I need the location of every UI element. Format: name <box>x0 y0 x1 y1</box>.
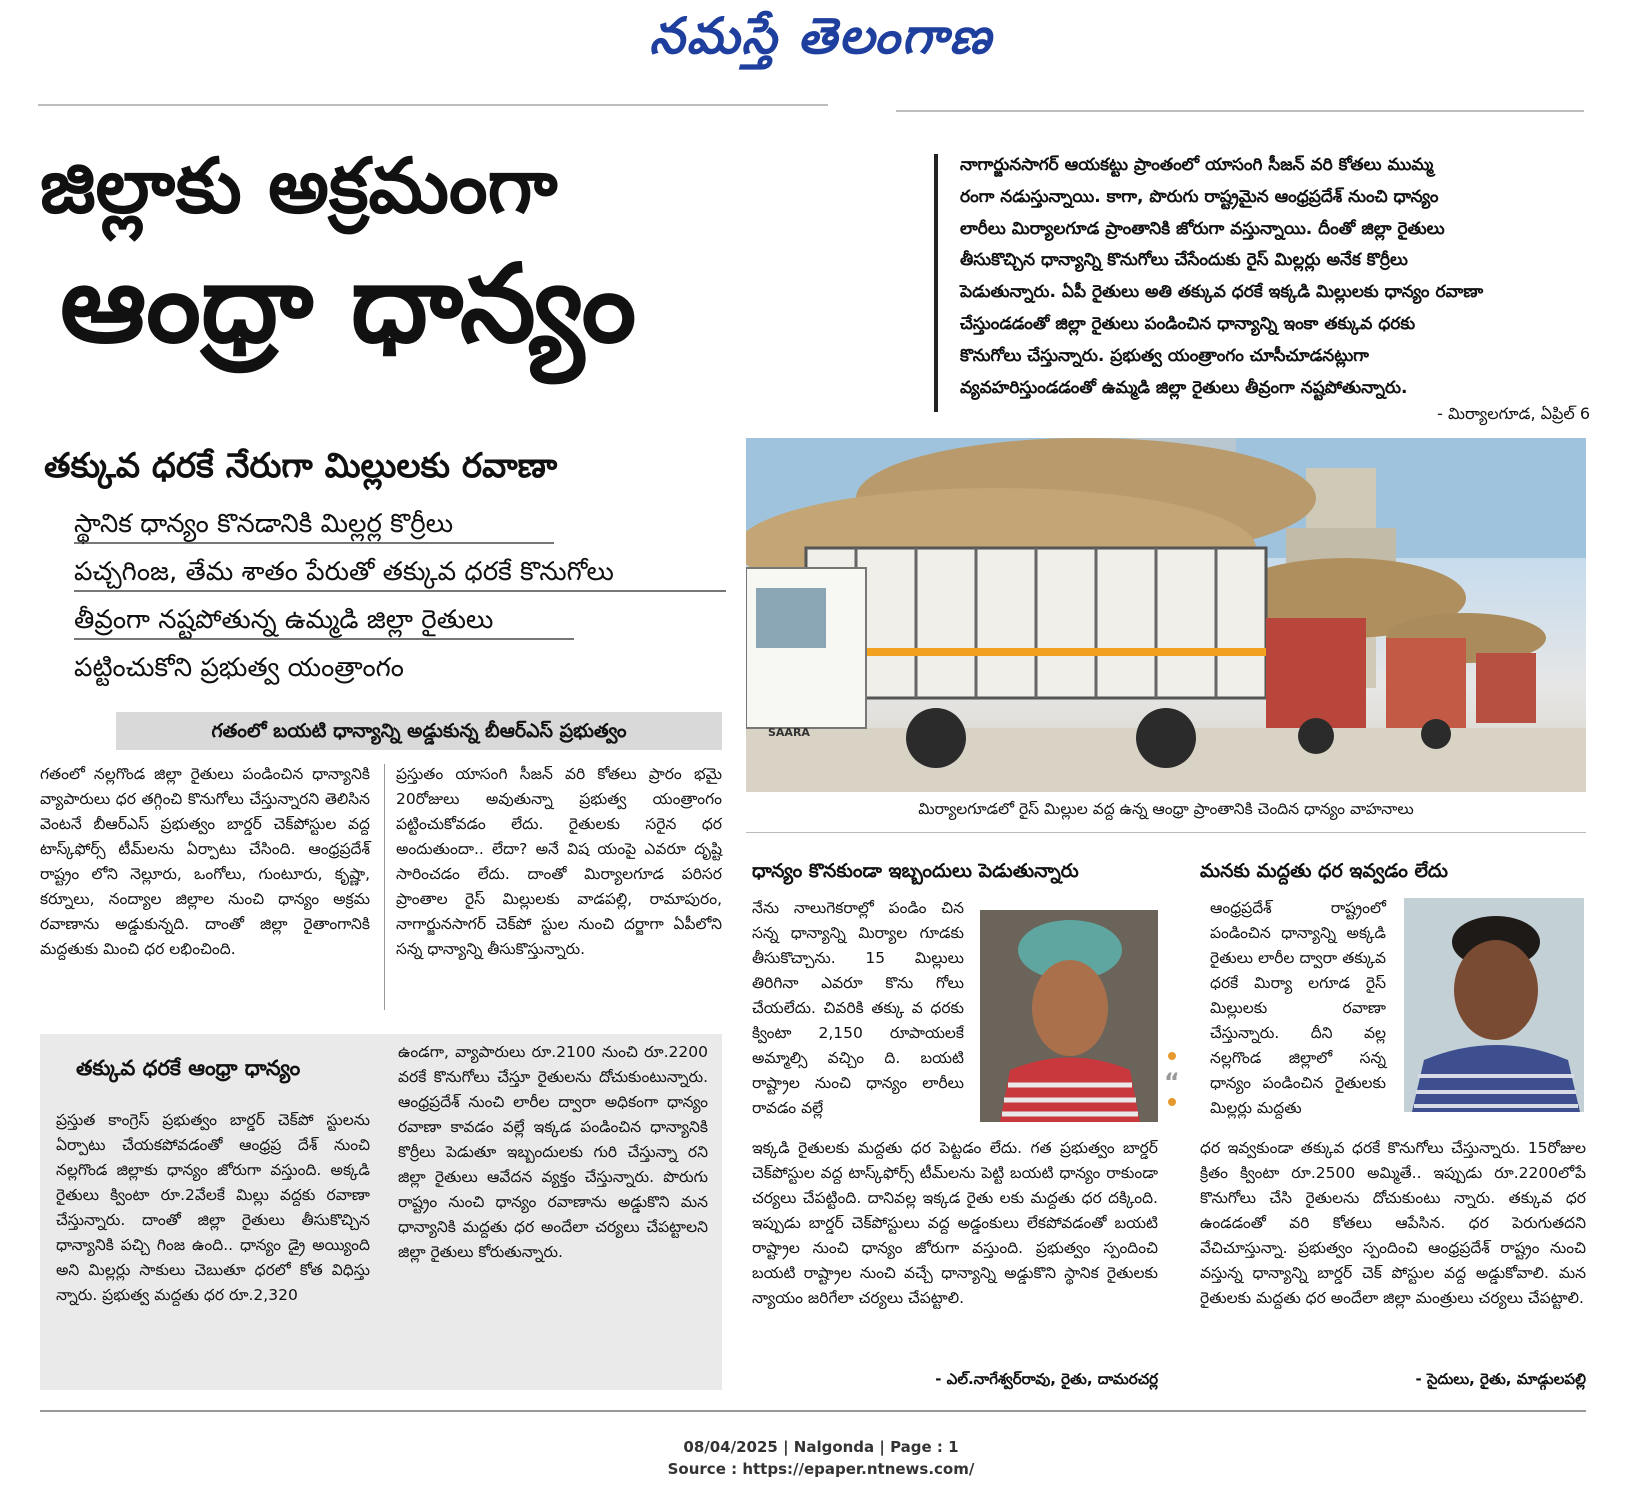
footer-date-page: 08/04/2025 | Nalgonda | Page : 1 <box>683 1438 959 1456</box>
deck-line: తీవ్రంగా నష్టపోతున్న ఉమ్మడి జిల్లా రైతులు <box>74 602 574 640</box>
farmer-portrait-2 <box>1404 898 1584 1112</box>
masthead-rule-right <box>896 110 1584 112</box>
paragraph: ఉండగా, వ్యాపారులు రూ.2100 నుంచి రూ.2200 వరకే కొనుగోలు చేస్తూ రైతులను దోచుకుంటున్నారు. ఆంధ్రప్రదేశ్ నుంచి లారీల ద్వారా అధికంగా ధాన్యం రవాణా కావడం వల్లే ఇక్కడ పండించిన ధాన్యానికి కొర్రీలు పెడుతూ ఇబ్బందులకు గురి చేస్తున్నా రని జిల్లా రైతులు ఆవేదన వ్యక్తం చేస్తున్నారు. పొరుగు రాష్ట్రం నుంచి ధాన్యం రవాణాను అడ్డుకొని మన ధాన్యానికి మద్దతు ధర అందేలా చర్యలు చేపట్టాలని జిల్లా రైతులు కోరుతున్నారు. <box>398 1043 708 1261</box>
quote1-narrow-text <box>752 896 964 1121</box>
quote1-credit: - ఎల్.నాగేశ్వర్‌రావు, రైతు, దామరచర్ల <box>935 1370 1158 1388</box>
masthead-rule-left <box>38 104 828 106</box>
truck-label: SAARA <box>768 726 810 739</box>
bullet-dot <box>1168 1052 1176 1060</box>
photo-farmer-nageswar-rao <box>980 910 1158 1122</box>
section2-column-1 <box>56 1108 370 1308</box>
intro-line: రంగా నడుస్తున్నాయి. కాగా, పొరుగు రాష్ట్రమైన ఆంధ్రప్రదేశ్ నుంచి ధాన్యం <box>960 186 1439 207</box>
section1-column-2 <box>396 762 722 962</box>
column-divider <box>384 764 385 1010</box>
intro-line: లారీలు మిర్యాలగూడ ప్రాంతానికి జోరుగా వస్తున్నాయి. దీంతో జిల్లా రైతులు <box>960 218 1445 239</box>
photo-grain-trucks <box>746 438 1586 792</box>
paragraph: ప్రస్తుతం యాసంగి సీజన్ వరి కోతలు ప్రారం భమై 20రోజులు అవుతున్నా ప్రభుత్వ యంత్రాంగం పట్టించుకోవడం లేదు. రైతులకు సరైన ధర అందుతుందా.. లేదా? అనే విష యంపై ఎవరూ దృష్టి సారించడం లేదు. దాంతో మిర్యాలగూడ పరిసర ప్రాంతాల రైస్ మిల్లులకు వాడపల్లి, రామాపురం, నాగార్జునసాగర్ చెక్‌పో స్టుల నుంచి దర్జాగా ఏపీలోని సన్న ధాన్యాన్ని తీసుకొస్తున్నారు. <box>396 765 722 958</box>
quote2-wide-text <box>1200 1136 1586 1311</box>
headline-line1: జిల్లాకు అక్రమంగా <box>40 141 558 230</box>
intro-line: తీసుకొచ్చిన ధాన్యాన్ని కొనుగోలు చేసేందుకు రైస్ మిల్లర్లు అనేక కొర్రీలు <box>960 250 1408 271</box>
quote1-title: ధాన్యం కొనకుండా ఇబ్బందులు పెడుతున్నారు <box>752 860 1079 882</box>
farmer-portrait-1 <box>980 910 1158 1122</box>
headline-line2: ఆంధ్రా ధాన్యం <box>60 242 637 367</box>
dateline: - మిర్యాలగూడ, ఏప్రిల్ 6 <box>1437 404 1590 423</box>
quote2-narrow-text <box>1210 896 1386 1121</box>
intro-paragraph <box>960 150 1590 404</box>
paragraph: ధర ఇవ్వకుండా తక్కువ ధరకే కొనుగోలు చేస్తున్నారు. 15రోజుల క్రితం క్వింటా రూ.2500 అమ్మితే.. ఇప్పుడు రూ.2200లోపే కొనుగోలు చేసి రైతులను దోచుకుంటు న్నారు. తక్కువ ధర ఉండడంతో వరి కోతలు ఆపేసిన. ధర పెరుగుతదని వేచిచూస్తున్నా. ప్రభుత్వం స్పందించి ఆంధ్రప్రదేశ్ రాష్ట్రం నుంచి వస్తున్న ధాన్యాన్ని బార్డర్ చెక్ పోస్టుల వద్ద అడ్డుకోవాలి. మన రైతులకు మద్దతు ధర అందేలా జిల్లా మంత్రులు చర్యలు చేపట్టాలి. <box>1200 1139 1586 1307</box>
paragraph: ఇక్కడి రైతులకు మద్దతు ధర పెట్టడం లేదు. గత ప్రభుత్వం బార్డర్ చెక్‌పోస్టుల వద్ద టాస్క్‌ఫోర్స్ టీమ్‌లను పెట్టి బయటి ధాన్యం రాకుండా చర్యలు చేపట్టింది. దానివల్ల ఇక్కడ రైతు లకు మద్దతు ధర దక్కింది. ఇప్పుడు బార్డర్ చెక్‌పోస్టులు వద్ద అడ్డంకులు లేకపోవడంతో బయటి రాష్ట్రాల నుంచి ధాన్యం జోరుగా వస్తుంది. ప్రభుత్వం స్పందించి బయటి రాష్ట్రాల నుంచి వచ్చే ధాన్యాన్ని అడ్డుకొని స్థానిక రైతులకు న్యాయం జరిగేలా చర్యలు చేపట్టాలి. <box>752 1139 1158 1307</box>
section1-column-1 <box>40 762 370 962</box>
paragraph: నేను నాలుగెకరాల్లో పండిం చిన సన్న ధాన్యాన్ని మిర్యాల గూడకు తీసుకొచ్చాను. 15 మిల్లులు తిరిగినా ఎవరూ కొను గోలు చేయలేదు. చివరికి తక్కు వ ధరకు క్వింటా 2,150 రూపాయలకే అమ్మాల్సి వచ్చిం ది. బయటి రాష్ట్రాల నుంచి ధాన్యం లారీలు రావడం వల్లే <box>752 899 964 1117</box>
page-bottom-rule <box>40 1410 1586 1412</box>
subhead: తక్కువ ధరకే నేరుగా మిల్లులకు రవాణా <box>44 446 558 486</box>
photo-farmer-saidulu <box>1404 898 1584 1112</box>
deck-line: పచ్చగింజ, తేమ శాతం పేరుతో తక్కువ ధరకే కొనుగోలు <box>74 554 726 592</box>
quote2-credit: - సైదులు, రైతు, మాడ్గులపల్లి <box>1415 1370 1586 1388</box>
paragraph: ప్రస్తుత కాంగ్రెస్ ప్రభుత్వం బార్డర్ చెక్‌పో స్టులను ఏర్పాటు చేయకపోవడంతో ఆంధ్రప్ర దేశ్ నుంచి నల్లగొండ జిల్లాకు ధాన్యం జోరుగా వస్తుంది. అక్కడి రైతులు క్వింటా రూ.2వేలకే మిల్లు వద్దకు రవాణా చేస్తున్నారు. దాంతో జిల్లా రైతులు తీసుకొచ్చిన ధాన్యానికి పచ్చి గింజ ఉంది.. ధాన్యం డ్రై అయ్యింది అని మిల్లర్లు సాకులు చెబుతూ ధరలో కోత విధిస్తు న్నారు. ప్రభుత్వ మద్దతు ధర రూ.2,320 <box>56 1111 370 1304</box>
section2-column-2 <box>398 1040 708 1265</box>
intro-divider <box>934 154 938 412</box>
quote1-wide-text <box>752 1136 1158 1311</box>
paragraph: ఆంధ్రప్రదేశ్ రాష్ట్రంలో పండించిన ధాన్యాన్ని అక్కడి రైతులు లారీల ద్వారా తక్కువ ధరకే మిర్యా లగూడ రైస్ మిల్లులకు రవాణా చేస్తున్నారు. దీని వల్ల నల్లగొండ జిల్లాలో సన్న ధాన్యం పండించిన రైతులకు మిల్లర్లు మద్దతు <box>1210 899 1386 1117</box>
intro-line: పెడుతున్నారు. ఏపీ రైతులు అతి తక్కువ ధరకే ఇక్కడి మిల్లులకు ధాన్యం రవాణా <box>960 282 1484 303</box>
intro-line: చేస్తుండడంతో జిల్లా రైతులు పండించిన ధాన్యాన్ని ఇంకా తక్కువ ధరకు <box>960 313 1416 334</box>
deck-line: పట్టించుకోని ప్రభుత్వ యంత్రాంగం <box>74 653 404 683</box>
intro-line: వ్యవహరిస్తుండడంతో ఉమ్మడి జిల్లా రైతులు తీవ్రంగా నష్టపోతున్నారు. <box>960 377 1408 398</box>
quote-mark-icon: “ <box>1164 1068 1180 1096</box>
quote2-title: మనకు మద్దతు ధర ఇవ్వడం లేదు <box>1200 860 1448 882</box>
bullet-dot <box>1168 1098 1176 1106</box>
intro-line: నాగార్జునసాగర్ ఆయకట్టు ప్రాంతంలో యాసంగి సీజన్ వరి కోతలు ముమ్మ <box>960 155 1434 175</box>
masthead-logo: నమస్తే తెలంగాణ <box>649 6 993 65</box>
section2-title: తక్కువ ధరకే ఆంధ్రా ధాన్యం <box>76 1056 301 1080</box>
caption-rule <box>746 832 1586 833</box>
paragraph: గతంలో నల్లగొండ జిల్లా రైతులు పండించిన ధాన్యానికి వ్యాపారులు ధర తగ్గించి కొనుగోలు చేస్తున్నారని తెలిసిన వెంటనే బీఆర్ఎస్ ప్రభుత్వం బార్డర్ చెక్‌పోస్టుల వద్ద టాస్క్‌ఫోర్స్ టీమ్‌లను ఏర్పాటు చేసింది. ఆంధ్రప్రదేశ్ రాష్ట్రం లోని నెల్లూరు, ఒంగోలు, గుంటూరు, కృష్ణా, కర్నూలు, నంద్యాల జిల్లాల నుంచి ధాన్యం అక్రమ రవాణాను అడ్డుకున్నది. దాంతో జిల్లా రైతాంగానికి మద్దతుకు మించి ధర లభించింది. <box>40 765 370 958</box>
section-title-brs: గతంలో బయటి ధాన్యాన్ని అడ్డుకున్న బీఆర్ఎస్ ప్రభుత్వం <box>116 712 722 750</box>
footer-source: Source : https://epaper.ntnews.com/ <box>667 1460 975 1478</box>
photo-caption: మిర్యాలగూడలో రైస్ మిల్లుల వద్ద ఉన్న ఆంధ్రా ప్రాంతానికి చెందిన ధాన్యం వాహనాలు <box>918 800 1414 818</box>
truck-illustration <box>746 438 1586 792</box>
deck-line: స్థానిక ధాన్యం కొనడానికి మిల్లర్ల కొర్రీలు <box>74 506 554 544</box>
intro-line: కొనుగోలు చేస్తున్నారు. ప్రభుత్వ యంత్రాంగం చూసీచూడనట్లుగా <box>960 345 1369 366</box>
